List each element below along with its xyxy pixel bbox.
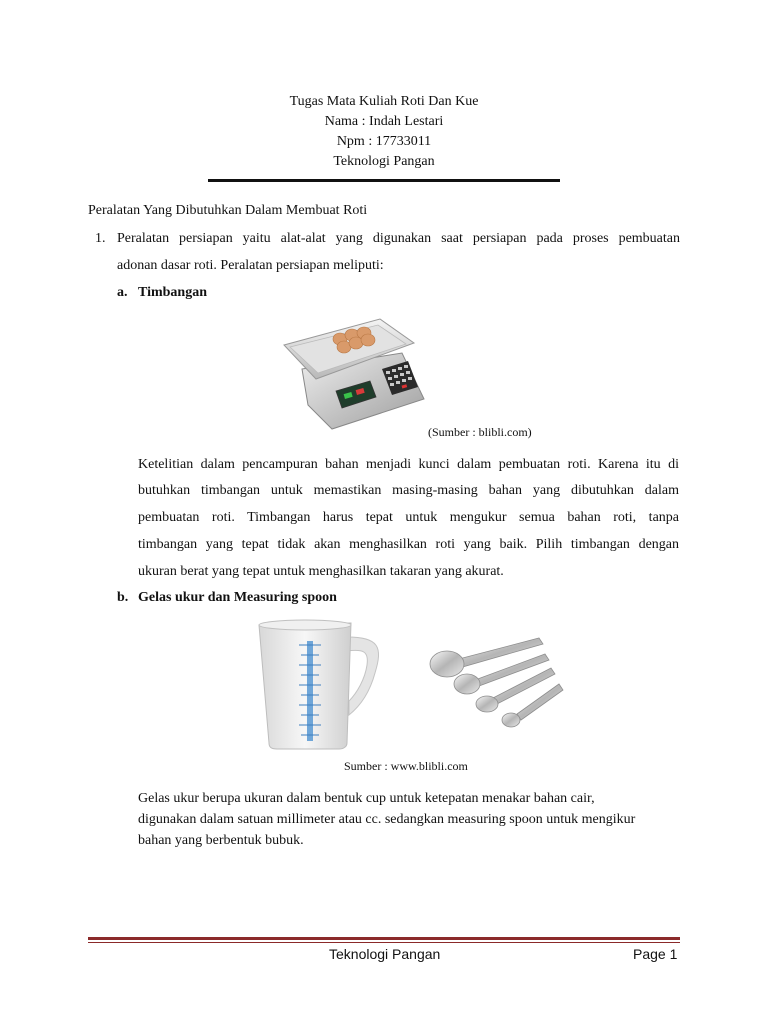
image-caption: Sumber : www.blibli.com [344,759,468,773]
digital-scale-image [282,307,427,437]
header-name: Nama : Indah Lestari [324,114,444,129]
paragraph-line: Ketelitian dalam pencampuran bahan menjadi kunci dalam pembuatan roti. Karena itu di [138,457,679,472]
paragraph-line: bahan yang berbentuk bubuk. [138,833,304,848]
paragraph-line: ukuran berat yang tepat untuk menghasilkan takaran yang akurat. [138,564,504,579]
item-text-line: Peralatan persiapan yaitu alat-alat yang digunakan saat persiapan pada proses pembuatan [117,231,680,246]
paragraph-line: pembuatan roti. Timbangan harus tepat untuk mengukur semua bahan roti, tanpa [138,510,679,525]
section-title: Peralatan Yang Dibutuhkan Dalam Membuat Roti [88,203,368,218]
measuring-jug-image [255,615,380,750]
page-number: Page 1 [633,946,678,962]
subitem-letter: b. [117,590,129,605]
paragraph-line: Gelas ukur berupa ukuran dalam bentuk cup untuk ketepatan menakar bahan cair, [138,791,595,806]
header-rule [208,179,560,182]
measuring-spoons-image [425,634,570,734]
header-npm: Npm : 17733011 [336,134,432,149]
paragraph-line: butuhkan timbangan untuk memastikan masing-masing bahan yang dibutuhkan dalam [138,483,679,498]
item-text-line: adonan dasar roti. Peralatan persiapan meliputi: [117,258,384,273]
footer-title: Teknologi Pangan [329,946,441,962]
item-number: 1. [95,231,106,246]
header-course: Tugas Mata Kuliah Roti Dan Kue [289,94,479,109]
footer-rule [88,937,680,940]
paragraph-line: timbangan yang tepat tidak akan menghasilkan roti yang baik. Pilih timbangan dengan [138,537,679,552]
header-department: Teknologi Pangan [333,154,435,169]
subitem-title: Gelas ukur dan Measuring spoon [138,590,337,605]
image-caption: (Sumber : blibli.com) [428,425,532,439]
paragraph-line: digunakan dalam satuan millimeter atau cc. sedangkan measuring spoon untuk mengikur [138,812,636,827]
subitem-title: Timbangan [138,285,207,300]
footer-rule-thin [88,942,680,943]
subitem-letter: a. [117,285,128,300]
